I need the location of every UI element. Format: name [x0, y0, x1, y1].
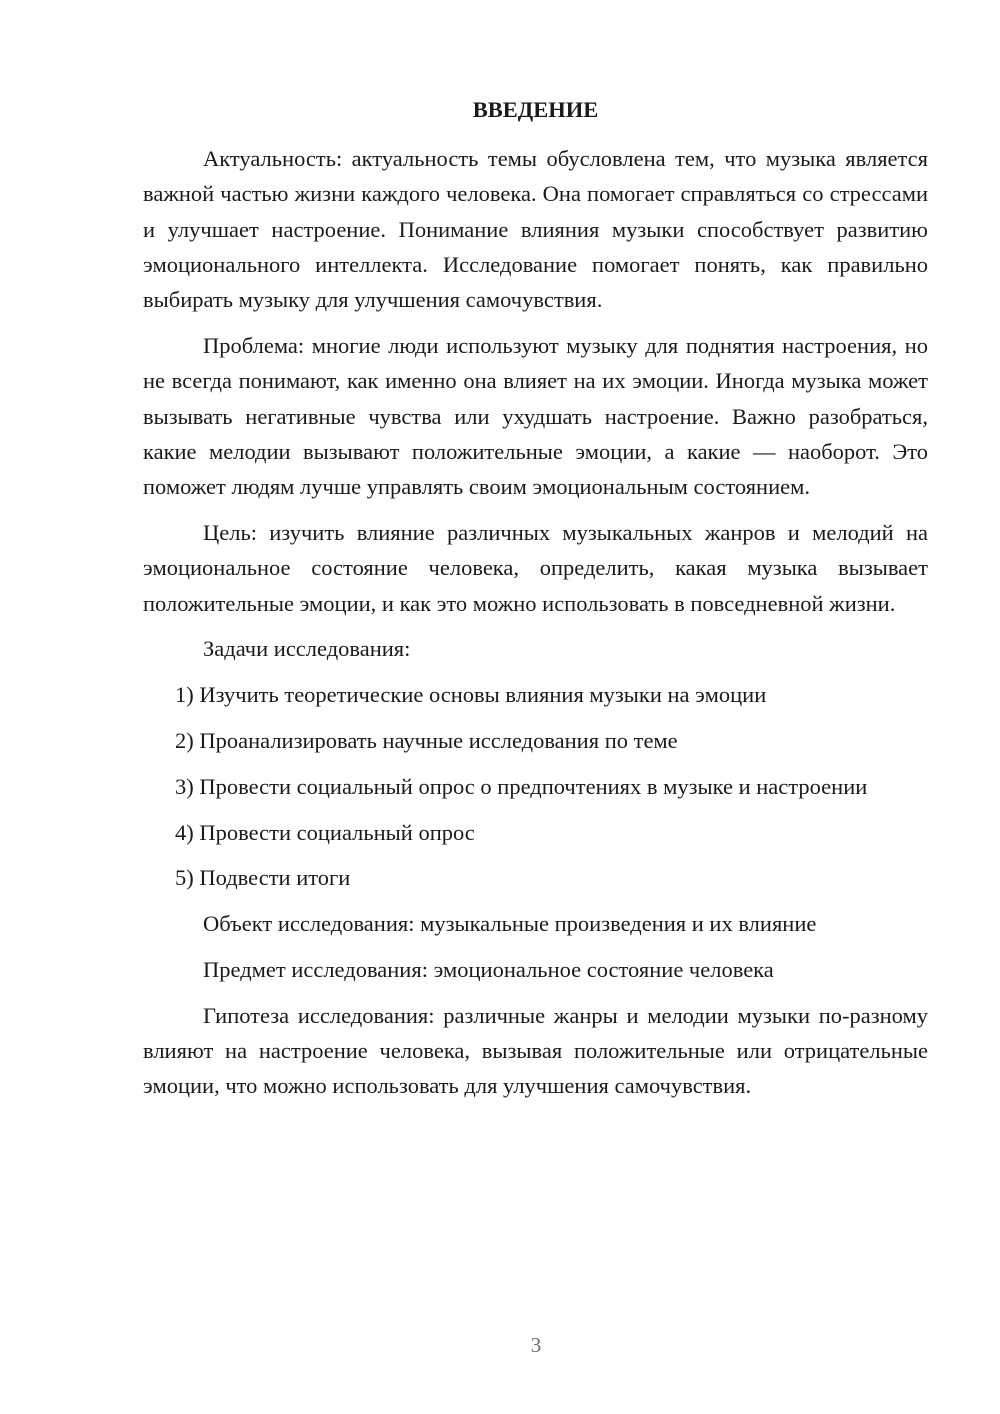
- page-number: 3: [530, 1333, 542, 1357]
- object-paragraph: Объект исследования: музыкальные произведения и их влияние: [203, 911, 817, 937]
- tasks-heading: Задачи исследования:: [203, 636, 411, 662]
- task-item: 1) Изучить теоретические основы влияния музыки на эмоции: [175, 682, 767, 708]
- task-item: 5) Подвести итоги: [175, 865, 351, 891]
- problem-paragraph: Проблема: многие люди используют музыку для поднятия настроения, но не всегда понимают, как именно она влияет на их эмоции. Иногда музыка может вызывать негативные чувства или ухудшать настроение. Важно разобраться, какие мелодии вызывают положительные эмоции, а какие — наоборот. Это поможет людям лучше управлять своим эмоциональным состоянием.: [143, 332, 928, 500]
- page-title: ВВЕДЕНИЕ: [472, 97, 599, 122]
- task-item: 4) Провести социальный опрос: [175, 819, 475, 845]
- document-body: [143, 92, 928, 1114]
- subject-paragraph: Предмет исследования: эмоциональное состояние человека: [203, 956, 774, 982]
- task-item: 2) Проанализировать научные исследования по теме: [175, 727, 678, 753]
- goal-paragraph: Цель: изучить влияние различных музыкальных жанров и мелодий на эмоциональное состояние человека, определить, какая музыка вызывает положительные эмоции, и как это можно использовать в повседневной жизни.: [143, 519, 928, 616]
- task-item: 3) Провести социальный опрос о предпочтениях в музыке и настроении: [175, 773, 868, 799]
- hypothesis-paragraph: Гипотеза исследования: различные жанры и мелодии музыки по-разному влияют на настроение человека, вызывая положительные или отрицательные эмоции, что можно использовать для улучшения самочувствия.: [143, 1002, 928, 1099]
- tasks-list: [143, 677, 928, 895]
- relevance-paragraph: Актуальность: актуальность темы обусловлена тем, что музыка является важной частью жизни каждого человека. Она помогает справляться со стрессами и улучшает настроение. Понимание влияния музыки способствует развитию эмоционального интеллекта. Исследование помогает понять, как правильно выбирать музыку для улучшения самочувствия.: [143, 146, 928, 313]
